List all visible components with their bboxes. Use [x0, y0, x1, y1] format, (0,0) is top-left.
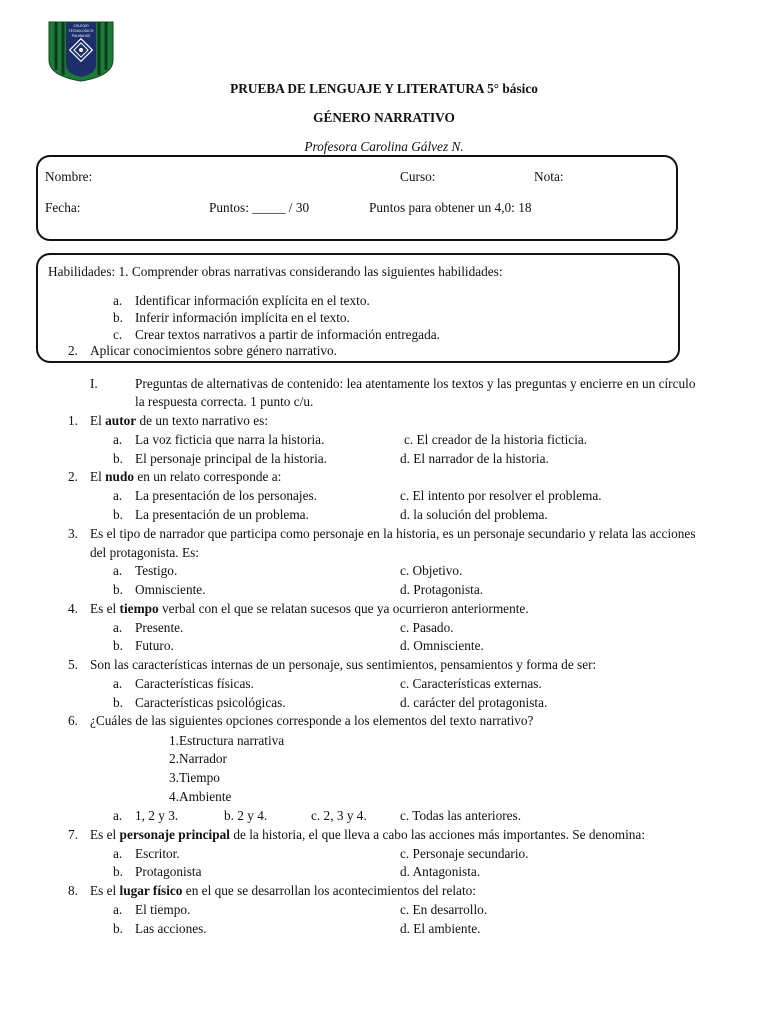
q2-option-c[interactable]: c. El intento por resolver el problema.: [400, 488, 602, 503]
q3-number: 3.: [68, 526, 78, 541]
q5-a-marker: a.: [113, 676, 123, 691]
logo-text-3: PULMAHUE: [71, 34, 91, 38]
q2-stem: [90, 469, 281, 485]
q1-option-a[interactable]: La voz ficticia que narra la historia.: [135, 432, 325, 447]
skills-heading: Habilidades: 1. Comprender obras narrativas considerando las siguientes habilidades:: [48, 264, 503, 279]
q2-post: en un relato corresponde a:: [134, 469, 282, 484]
logo-text-1: COLEGIO: [73, 24, 89, 28]
skill-2-text: Aplicar conocimientos sobre género narrativo.: [90, 343, 338, 358]
q6-option-b[interactable]: b. 2 y 4.: [224, 808, 268, 823]
q6-stem: ¿Cuáles de las siguientes opciones corresponde a los elementos del texto narrativo?: [90, 713, 534, 728]
q4-stem: [90, 601, 529, 617]
q8-b-marker: b.: [113, 921, 123, 936]
q4-option-a[interactable]: Presente.: [135, 620, 184, 635]
q8-option-a[interactable]: El tiempo.: [135, 902, 191, 917]
fecha-label: Fecha:: [45, 200, 81, 215]
q8-option-d[interactable]: d. El ambiente.: [400, 921, 481, 936]
q3-option-b[interactable]: Omnisciente.: [135, 582, 206, 597]
q6-element-2-number: 2.: [169, 751, 179, 766]
q1-b-marker: b.: [113, 451, 123, 466]
q5-b-marker: b.: [113, 695, 123, 710]
q6-element-4-text: Ambiente: [178, 789, 232, 804]
q8-pre: Es el: [90, 883, 120, 898]
q7-stem: [90, 827, 645, 843]
q5-option-a[interactable]: Características físicas.: [135, 676, 254, 691]
q8-option-b[interactable]: Las acciones.: [135, 921, 207, 936]
q4-number: 4.: [68, 601, 78, 616]
nota-label: Nota:: [534, 169, 564, 184]
q4-pre: Es el: [90, 601, 120, 616]
q3-b-marker: b.: [113, 582, 123, 597]
nombre-label: Nombre:: [45, 169, 93, 184]
q2-option-a[interactable]: La presentación de los personajes.: [135, 488, 318, 503]
skill-c-text: Crear textos narrativos a partir de información entregada.: [135, 327, 440, 342]
q5-stem: Son las características internas de un personaje, sus sentimientos, pensamientos y forma de ser:: [90, 657, 597, 672]
q5-option-b[interactable]: Características psicológicas.: [135, 695, 286, 710]
q3-option-d[interactable]: d. Protagonista.: [400, 582, 484, 597]
q2-keyword: nudo: [105, 469, 134, 484]
q5-number: 5.: [68, 657, 78, 672]
q5-option-c[interactable]: c. Características externas.: [400, 676, 542, 691]
q2-a-marker: a.: [113, 488, 123, 503]
skill-b-marker: b.: [113, 310, 123, 325]
q8-keyword: lugar físico: [119, 883, 183, 898]
teacher-name: Profesora Carolina Gálvez N.: [304, 139, 464, 154]
student-info-box: [36, 155, 678, 241]
q1-number: 1.: [68, 413, 78, 428]
q6-element-1-text: Estructura narrativa: [178, 733, 285, 748]
q1-option-b[interactable]: El personaje principal de la historia.: [135, 451, 327, 466]
q2-b-marker: b.: [113, 507, 123, 522]
q6-option-a[interactable]: 1, 2 y 3.: [135, 808, 179, 823]
passing-score: Puntos para obtener un 4,0: 18: [369, 200, 532, 215]
q6-element-3-number: 3.: [169, 770, 179, 785]
q1-option-c[interactable]: c. El creador de la historia ficticia.: [404, 432, 588, 447]
skill-a-text: Identificar información explícita en el texto.: [135, 293, 370, 308]
q1-pre: El: [90, 413, 106, 428]
q7-option-d[interactable]: d. Antagonista.: [400, 864, 481, 879]
q8-number: 8.: [68, 883, 78, 898]
curso-label: Curso:: [400, 169, 436, 184]
q7-b-marker: b.: [113, 864, 123, 879]
q8-a-marker: a.: [113, 902, 123, 917]
q2-number: 2.: [68, 469, 78, 484]
q3-option-c[interactable]: c. Objetivo.: [400, 563, 463, 578]
q3-option-a[interactable]: Testigo.: [135, 563, 178, 578]
q2-option-d[interactable]: d. la solución del problema.: [400, 507, 548, 522]
q8-stem: [90, 883, 476, 899]
q7-pre: Es el: [90, 827, 120, 842]
q4-post: verbal con el que se relatan sucesos que ya ocurrieron anteriormente.: [158, 601, 529, 616]
section-marker: I.: [90, 376, 98, 391]
q7-number: 7.: [68, 827, 78, 842]
q2-option-b[interactable]: La presentación de un problema.: [135, 507, 309, 522]
q6-element-3: [169, 770, 220, 786]
section-instructions-line1: Preguntas de alternativas de contenido: lea atentamente los textos y las preguntas y encierre en un círculo: [135, 376, 696, 391]
skill-b-text: Inferir información implícita en el texto.: [135, 310, 350, 325]
q1-stem: [90, 413, 268, 429]
test-title: PRUEBA DE LENGUAJE Y LITERATURA 5° básico: [230, 81, 538, 96]
q6-option-d[interactable]: c. Todas las anteriores.: [400, 808, 522, 823]
q6-element-4-number: 4.: [169, 789, 179, 804]
genre-subtitle: GÉNERO NARRATIVO: [313, 110, 455, 125]
q3-stem-line1: Es el tipo de narrador que participa como personaje en la historia, es un personaje secundario y relata las acciones: [90, 526, 696, 541]
q6-number: 6.: [68, 713, 78, 728]
q4-b-marker: b.: [113, 638, 123, 653]
q6-element-1-number: 1.: [169, 733, 179, 748]
q1-keyword: autor: [105, 413, 137, 428]
q3-a-marker: a.: [113, 563, 123, 578]
q7-option-c[interactable]: c. Personaje secundario.: [400, 846, 529, 861]
q7-a-marker: a.: [113, 846, 123, 861]
q6-element-2-text: Narrador: [178, 751, 227, 766]
q1-a-marker: a.: [113, 432, 123, 447]
q7-option-b[interactable]: Protagonista: [135, 864, 202, 879]
q4-option-c[interactable]: c. Pasado.: [400, 620, 454, 635]
skill-a-marker: a.: [113, 293, 123, 308]
q4-option-b[interactable]: Futuro.: [135, 638, 174, 653]
logo-text-2: TECNOLÓGICO: [68, 29, 94, 33]
section-instructions-line2: la respuesta correcta. 1 punto c/u.: [135, 394, 314, 409]
q4-keyword: tiempo: [119, 601, 159, 616]
q7-post: de la historia, el que lleva a cabo las acciones más importantes. Se denomina:: [230, 827, 646, 842]
q6-option-c[interactable]: c. 2, 3 y 4.: [311, 808, 367, 823]
q1-option-d[interactable]: d. El narrador de la historia.: [400, 451, 549, 466]
skill-c-marker: c.: [113, 327, 123, 342]
q4-option-d[interactable]: d. Omnisciente.: [400, 638, 484, 653]
q6-element-2: [169, 751, 227, 767]
school-logo: [46, 20, 116, 82]
q6-element-1: [169, 733, 284, 749]
q4-a-marker: a.: [113, 620, 123, 635]
q6-element-3-text: Tiempo: [178, 770, 220, 785]
q2-pre: El: [90, 469, 106, 484]
q7-keyword: personaje principal: [119, 827, 230, 842]
skill-2-marker: 2.: [68, 343, 78, 358]
q8-option-c[interactable]: c. En desarrollo.: [400, 902, 488, 917]
q8-post: en el que se desarrollan los acontecimientos del relato:: [182, 883, 477, 898]
puntos-label: Puntos: _____ / 30: [209, 200, 310, 215]
q5-option-d[interactable]: d. carácter del protagonista.: [400, 695, 548, 710]
q7-option-a[interactable]: Escritor.: [135, 846, 180, 861]
q6-element-4: [169, 789, 231, 805]
q1-post: de un texto narrativo es:: [136, 413, 269, 428]
q3-stem-line2: del protagonista. Es:: [90, 545, 199, 560]
q6-a-marker: a.: [113, 808, 123, 823]
